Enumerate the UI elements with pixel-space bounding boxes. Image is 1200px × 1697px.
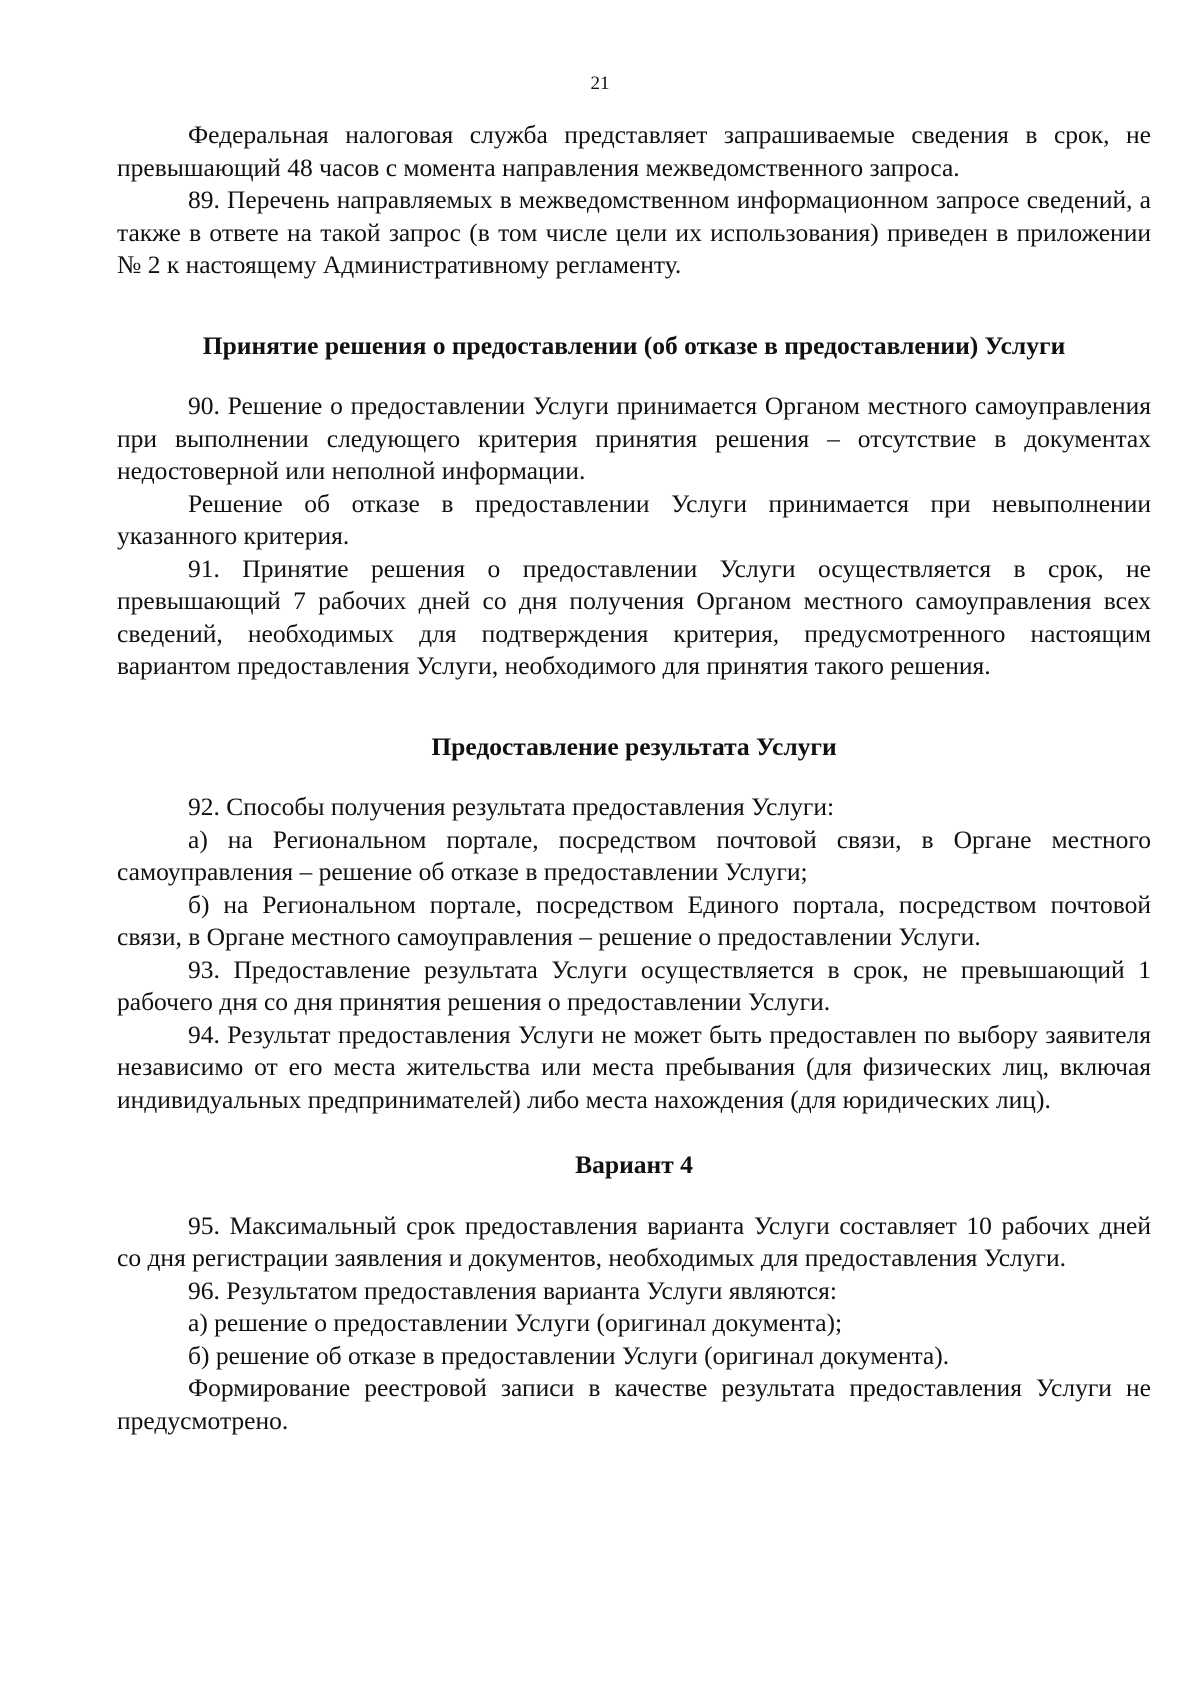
section-heading-variant-4: Вариант 4 [575, 1150, 693, 1179]
paragraph-92-a: а) на Региональном портале, посредством почтовой связи, в Органе местного самоуправления – решение об отказе в предоставлении Услуги; [117, 824, 1151, 886]
paragraph-90: 90. Решение о предоставлении Услуги принимается Органом местного самоуправления при выполнении следующего критерия принятия решения – отсутствие в документах недостоверной или неполной информации. [117, 391, 1151, 485]
paragraph-89: 89. Перечень направляемых в межведомственном информационном запросе сведений, а также в ответе на такой запрос (в том числе цели их использования) приведен в приложении № 2 к настоящему Административному регламенту. [117, 185, 1151, 279]
document-body [117, 119, 1151, 1437]
paragraph-92-b: б) на Региональном портале, посредством Единого портала, посредством почтовой связи, в Органе местного самоуправления – решение о предоставлении Услуги. [117, 889, 1151, 951]
paragraph-96-b: б) решение об отказе в предоставлении Услуги (оригинал документа). [188, 1340, 950, 1370]
section-heading-result: Предоставление результата Услуги [431, 731, 837, 761]
paragraph-refusal-decision: Решение об отказе в предоставлении Услуги принимается при невыполнении указанного критерия. [117, 488, 1151, 550]
paragraph-fns-deadline: Федеральная налоговая служба представляет запрашиваемые сведения в срок, не превышающий 48 часов с момента направления межведомственного запроса. [117, 120, 1151, 182]
paragraph-96-a: а) решение о предоставлении Услуги (оригинал документа); [188, 1308, 843, 1337]
paragraph-93: 93. Предоставление результата Услуги осуществляется в срок, не превышающий 1 рабочего дня со дня принятия решения о предоставлении Услуги. [117, 954, 1151, 1016]
paragraph-registry-record: Формирование реестровой записи в качестве результата предоставления Услуги не предусмотрено. [117, 1373, 1151, 1435]
paragraph-91: 91. Принятие решения о предоставлении Услуги осуществляется в срок, не превышающий 7 рабочих дней со дня получения Органом местного самоуправления всех сведений, необходимых для подтверждения критерия, предусмотренного настоящим вариантом предоставления Услуги, необходимого для принятия такого решения. [117, 553, 1151, 680]
page-number: 21 [590, 73, 610, 94]
paragraph-95: 95. Максимальный срок предоставления варианта Услуги составляет 10 рабочих дней со дня регистрации заявления и документов, необходимых для предоставления Услуги. [117, 1210, 1151, 1272]
section-heading-decision: Принятие решения о предоставлении (об отказе в предоставлении) Услуги [202, 330, 1066, 360]
paragraph-92: 92. Способы получения результата предоставления Услуги: [188, 792, 835, 821]
paragraph-96: 96. Результатом предоставления варианта Услуги являются: [188, 1275, 837, 1305]
paragraph-94: 94. Результат предоставления Услуги не может быть предоставлен по выбору заявителя независимо от его места жительства или места пребывания (для физических лиц, включая индивидуальных предпринимателей) либо места нахождения (для юридических лиц). [117, 1019, 1151, 1114]
